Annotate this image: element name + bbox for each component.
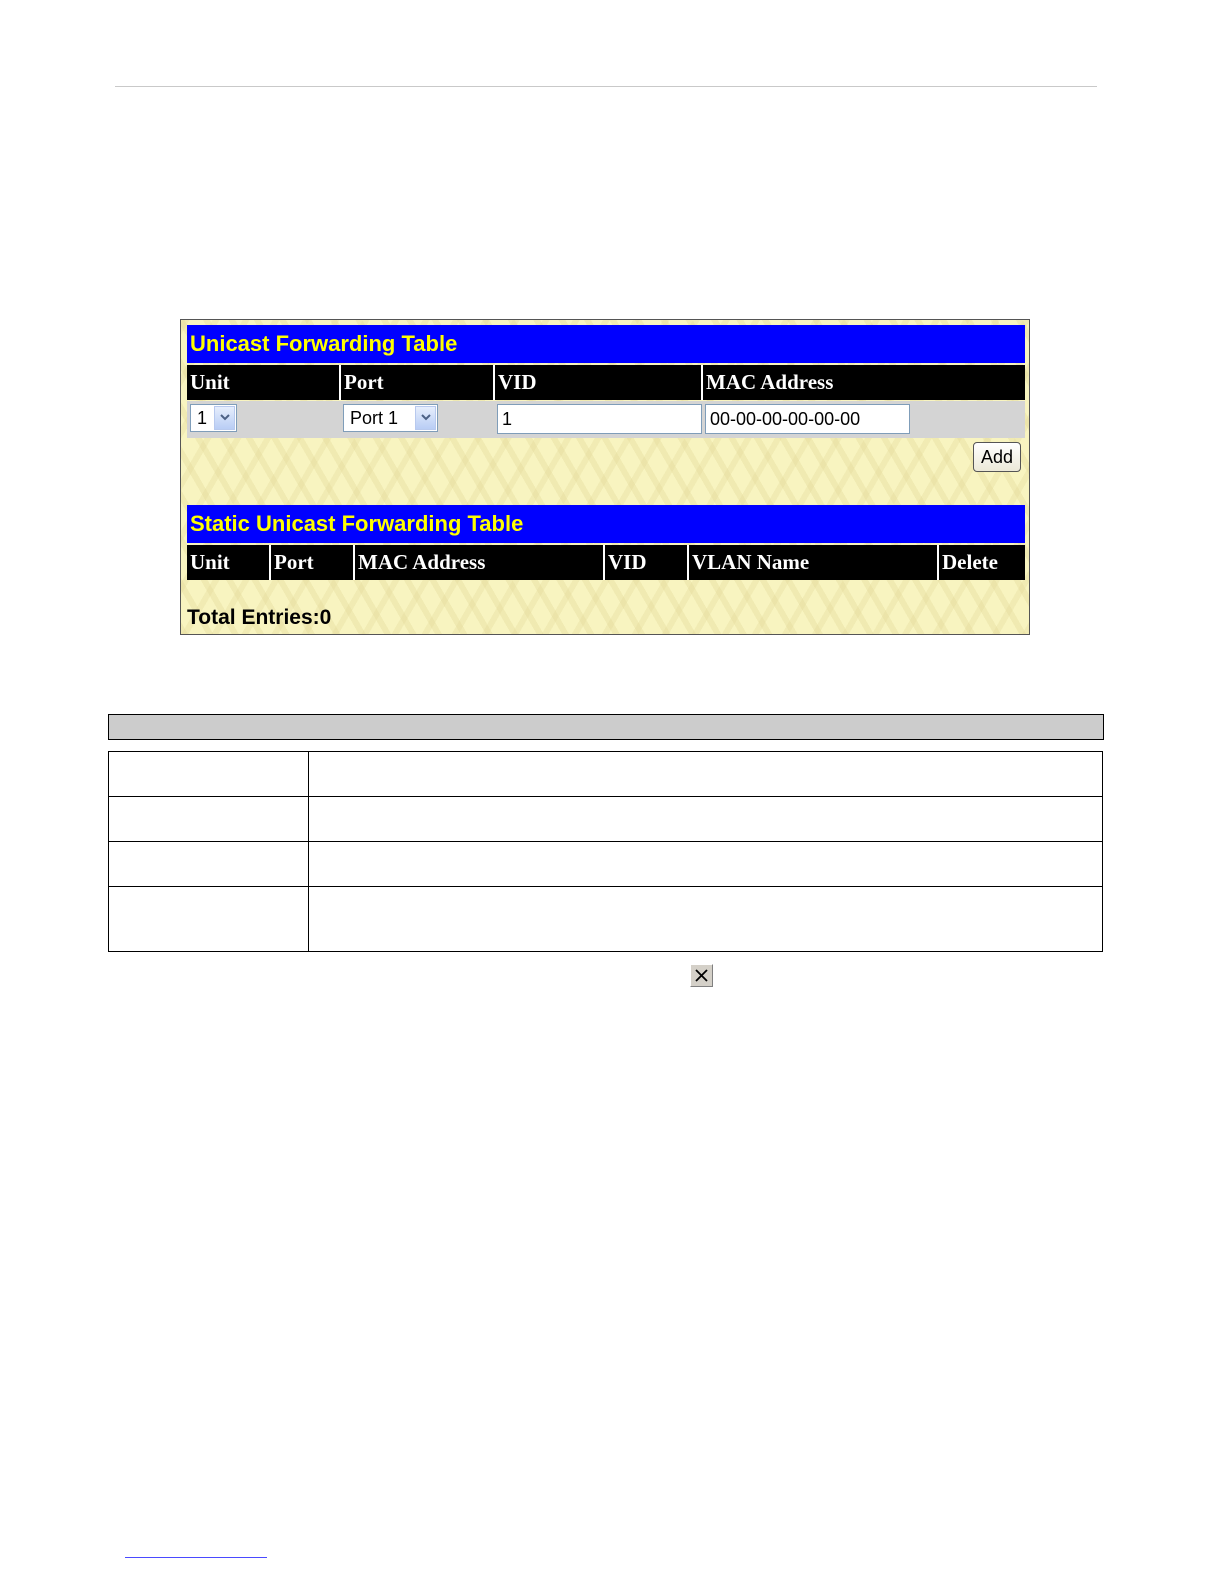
total-entries: Total Entries:0 xyxy=(187,606,332,629)
col-unit: Unit xyxy=(187,365,339,400)
unit-select[interactable] xyxy=(190,404,237,432)
description-cell xyxy=(309,842,1103,887)
table-row xyxy=(109,797,1103,842)
description-cell xyxy=(309,887,1103,952)
screenshot-panel xyxy=(180,319,1030,635)
unicast-table-title: Unicast Forwarding Table xyxy=(187,325,1025,363)
description-cell xyxy=(309,797,1103,842)
header-divider xyxy=(115,86,1097,87)
vid-input[interactable]: 1 xyxy=(497,404,702,434)
unicast-input-row xyxy=(187,401,1025,438)
col-delete: Delete xyxy=(939,545,1025,580)
add-button[interactable]: Add xyxy=(973,442,1021,472)
unicast-header-row xyxy=(187,365,1025,400)
chevron-down-icon[interactable] xyxy=(214,406,235,430)
table-row xyxy=(109,752,1103,797)
close-icon xyxy=(690,964,713,987)
parameter-cell xyxy=(109,887,309,952)
parameter-table-header xyxy=(108,714,1104,740)
unit-select-value: 1 xyxy=(197,408,208,428)
col-mac-address: MAC Address xyxy=(355,545,603,580)
parameter-table xyxy=(108,751,1103,952)
table-row xyxy=(109,842,1103,887)
static-table-title: Static Unicast Forwarding Table xyxy=(187,505,1025,543)
col-vid: VID xyxy=(495,365,701,400)
col-vid: VID xyxy=(605,545,687,580)
mac-address-input[interactable]: 00-00-00-00-00-00 xyxy=(705,404,910,434)
col-mac-address: MAC Address xyxy=(703,365,1025,400)
col-vlan-name: VLAN Name xyxy=(689,545,937,580)
parameter-cell xyxy=(109,842,309,887)
col-port: Port xyxy=(341,365,493,400)
port-select[interactable] xyxy=(343,404,438,432)
footer-link[interactable] xyxy=(125,1557,267,1558)
parameter-cell xyxy=(109,797,309,842)
col-port: Port xyxy=(271,545,353,580)
chevron-down-icon[interactable] xyxy=(415,406,436,430)
col-unit: Unit xyxy=(187,545,269,580)
static-header-row xyxy=(187,545,1025,580)
description-cell xyxy=(309,752,1103,797)
port-select-value: Port 1 xyxy=(350,408,399,428)
table-row xyxy=(109,887,1103,952)
parameter-cell xyxy=(109,752,309,797)
